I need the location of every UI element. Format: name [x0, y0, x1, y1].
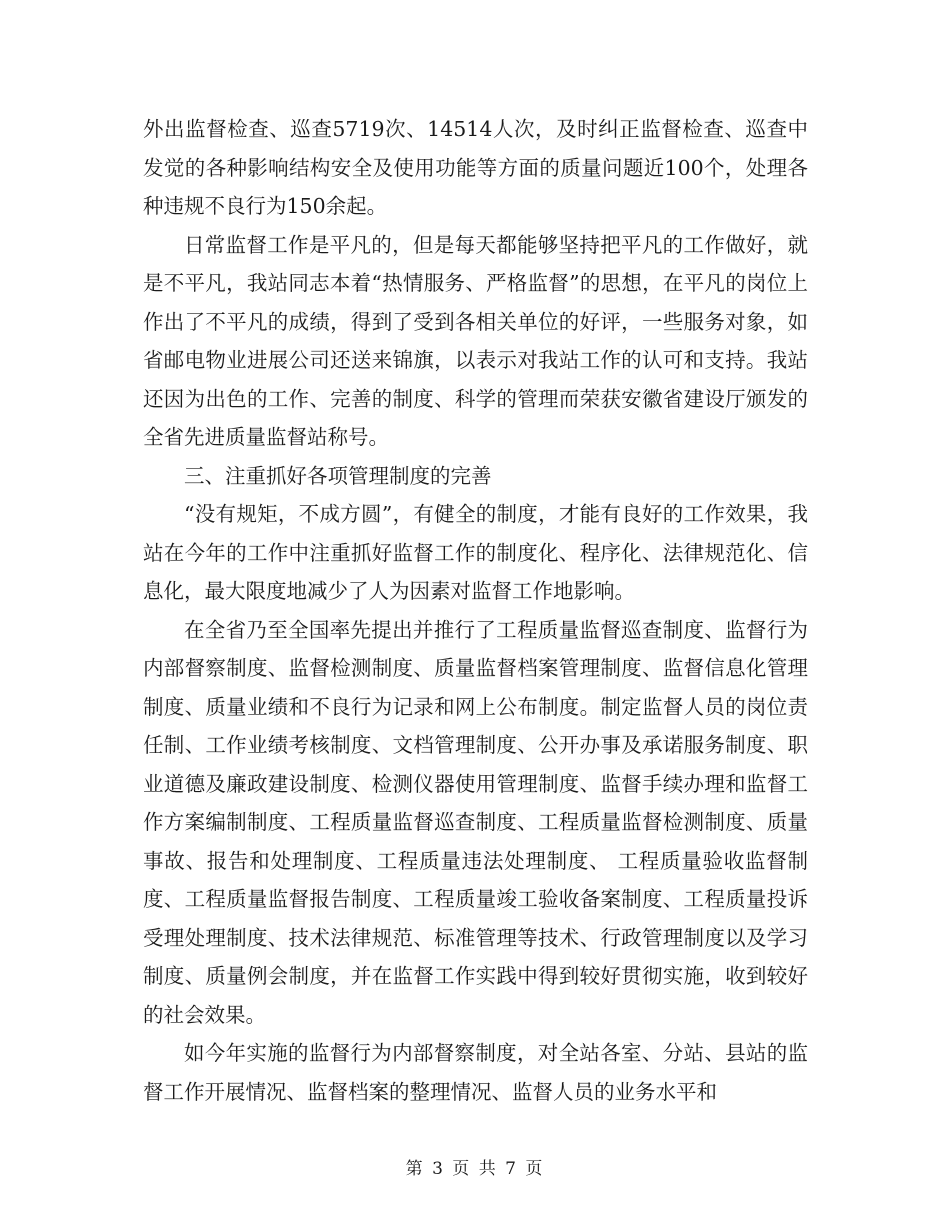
- section-heading: 三、注重抓好各项管理制度的完善: [184, 463, 492, 488]
- paragraph-example: 如今年实施的监督行为内部督察制度，对全站各室、分站、县站的监督工作开展情况、监督档案的整理情况、监督人员的业务水平和: [143, 1041, 808, 1104]
- paragraph-rules: “没有规矩，不成方圆”，有健全的制度，才能有良好的工作效果，我站在今年的工作中注重抓好监督工作的制度化、程序化、法律规范化、信息化，最大限度地减少了人为因素对监督工作地影响。: [143, 502, 808, 603]
- paragraph-systems: 在全省乃至全国率先提出并推行了工程质量监督巡查制度、监督行为内部督察制度、监督检测制度、质量监督档案管理制度、监督信息化管理制度、质量业绩和不良行为记录和网上公布制度。制定监督人员的岗位责任制、工作业绩考核制度、文档管理制度、公开办事及承诺服务制度、职业道德及廉政建设制度、检测仪器使用管理制度、监督手续办理和监督工作方案编制制度、工程质量监督巡查制度、工程质量监督检测制度、质量事故、报告和处理制度、工程质量违法处理制度、 工程质量验收监督制度、工程质量监督报告制度、工程质量竣工验收备案制度、工程质量投诉受理处理制度、技术法律规范、标准管理等技术、行政管理制度以及学习制度、质量例会制度，并在监督工作实践中得到较好贯彻实施，收到较好的社会效果。: [143, 617, 808, 1027]
- paragraph-continued: 外出监督检查、巡查5719次、14514人次，及时纠正监督检查、巡查中发觉的各种影响结构安全及使用功能等方面的质量问题近100个，处理各种违规不良行为150余起。: [143, 117, 808, 218]
- paragraph-daily-supervision: 日常监督工作是平凡的，但是每天都能够坚持把平凡的工作做好，就是不平凡，我站同志本着“热情服务、严格监督”的思想，在平凡的岗位上作出了不平凡的成绩，得到了受到各相关单位的好评，一些服务对象，如省邮电物业进展公司还送来锦旗，以表示对我站工作的认可和支持。我站还因为出色的工作、完善的制度、科学的管理而荣获安徽省建设厅颁发的全省先进质量监督站称号。: [143, 232, 808, 449]
- page-footer: 第 3 页 共 7 页: [405, 1159, 545, 1179]
- body-text: [143, 110, 808, 1111]
